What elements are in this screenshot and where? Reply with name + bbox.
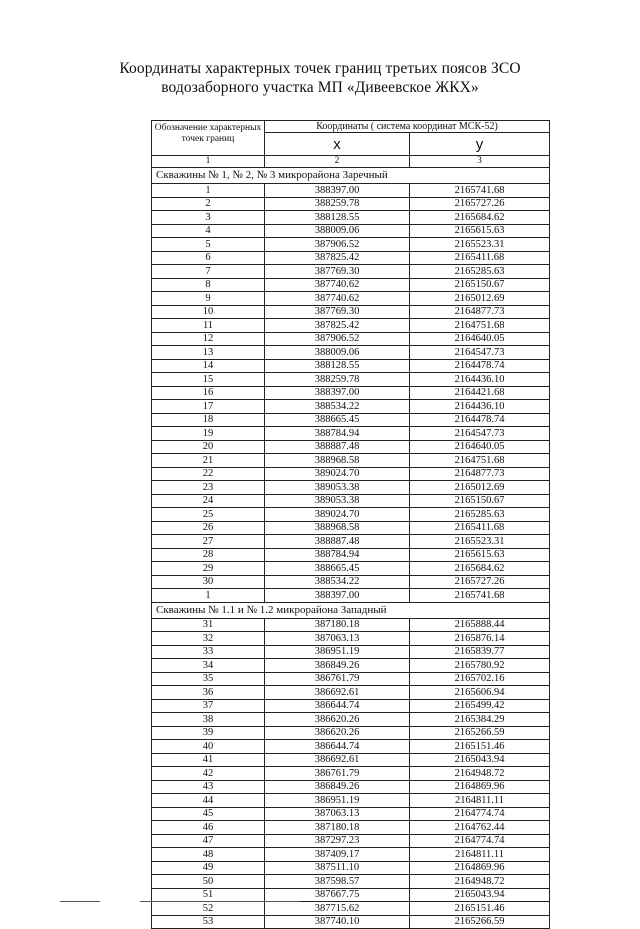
x-coordinate-cell: 386644.74 (265, 740, 410, 754)
table-row (152, 521, 550, 535)
table-row (152, 251, 550, 265)
x-coordinate-cell: 386951.19 (265, 645, 410, 659)
table-row (152, 618, 550, 632)
x-coordinate-cell: 389053.38 (265, 494, 410, 508)
table-row (152, 875, 550, 889)
y-coordinate-cell: 2164640.05 (410, 440, 550, 454)
table-row (152, 224, 550, 238)
point-number-cell: 51 (152, 888, 265, 902)
point-number-cell: 42 (152, 767, 265, 781)
y-coordinate-cell: 2164877.73 (410, 305, 550, 319)
coordinates-table (151, 120, 550, 929)
point-number-cell: 14 (152, 359, 265, 373)
point-number-cell: 16 (152, 386, 265, 400)
y-coordinate-cell: 2164948.72 (410, 767, 550, 781)
x-coordinate-cell: 387740.62 (265, 292, 410, 306)
point-number-cell: 52 (152, 902, 265, 916)
x-coordinate-cell: 387769.30 (265, 265, 410, 279)
y-coordinate-cell: 2164762.44 (410, 821, 550, 835)
table-row (152, 535, 550, 549)
point-number-cell: 24 (152, 494, 265, 508)
x-coordinate-cell: 387180.18 (265, 618, 410, 632)
table-row (152, 821, 550, 835)
x-coordinate-cell: 387667.75 (265, 888, 410, 902)
x-coordinate-cell: 388887.48 (265, 440, 410, 454)
point-number-cell: 50 (152, 875, 265, 889)
point-number-cell: 7 (152, 265, 265, 279)
point-number-cell: 38 (152, 713, 265, 727)
table-row (152, 740, 550, 754)
x-coordinate-cell: 387063.13 (265, 632, 410, 646)
x-coordinate-cell: 386620.26 (265, 713, 410, 727)
point-number-cell: 1 (152, 184, 265, 198)
point-number-cell: 27 (152, 535, 265, 549)
x-coordinate-cell: 386761.79 (265, 767, 410, 781)
x-coordinate-cell: 388397.00 (265, 184, 410, 198)
table-row (152, 278, 550, 292)
y-coordinate-cell: 2164948.72 (410, 875, 550, 889)
table-row (152, 589, 550, 603)
x-coordinate-cell: 388665.45 (265, 562, 410, 576)
table-row (152, 686, 550, 700)
section-title: Скважины № 1, № 2, № 3 микрорайона Заречный (152, 168, 550, 184)
x-coordinate-cell: 388784.94 (265, 427, 410, 441)
table-row (152, 494, 550, 508)
title-line-2: водозаборного участка МП «Дивеевское ЖКХ» (161, 79, 479, 96)
x-coordinate-cell: 387740.10 (265, 915, 410, 929)
table-row (152, 319, 550, 333)
point-number-cell: 6 (152, 251, 265, 265)
table-row (152, 265, 550, 279)
footer-rule-right (140, 901, 300, 902)
point-number-cell: 36 (152, 686, 265, 700)
header-y: y (410, 133, 550, 156)
point-number-cell: 1 (152, 589, 265, 603)
point-number-cell: 40 (152, 740, 265, 754)
x-coordinate-cell: 387598.57 (265, 875, 410, 889)
header-x: x (265, 133, 410, 156)
point-number-cell: 8 (152, 278, 265, 292)
footer-rule-left (60, 901, 100, 902)
table-row (152, 508, 550, 522)
table-row (152, 332, 550, 346)
point-number-cell: 4 (152, 224, 265, 238)
x-coordinate-cell: 386692.61 (265, 753, 410, 767)
table-row (152, 238, 550, 252)
table-row (152, 562, 550, 576)
table-row (152, 780, 550, 794)
point-number-cell: 47 (152, 834, 265, 848)
table-row (152, 713, 550, 727)
table-row (152, 211, 550, 225)
y-coordinate-cell: 2165523.31 (410, 238, 550, 252)
table-row (152, 292, 550, 306)
table-row (152, 915, 550, 929)
table-row (152, 373, 550, 387)
point-number-cell: 10 (152, 305, 265, 319)
table-row (152, 400, 550, 414)
x-coordinate-cell: 387297.23 (265, 834, 410, 848)
table-row (152, 548, 550, 562)
x-coordinate-cell: 386849.26 (265, 659, 410, 673)
y-coordinate-cell: 2165684.62 (410, 562, 550, 576)
y-coordinate-cell: 2165727.26 (410, 197, 550, 211)
section-title: Скважины № 1.1 и № 1.2 микрорайона Западный (152, 602, 550, 618)
table-row (152, 184, 550, 198)
y-coordinate-cell: 2164877.73 (410, 467, 550, 481)
table-row (152, 726, 550, 740)
point-number-cell: 31 (152, 618, 265, 632)
x-coordinate-cell: 388128.55 (265, 211, 410, 225)
section-header-row (152, 168, 550, 184)
table-row (152, 807, 550, 821)
point-number-cell: 17 (152, 400, 265, 414)
header-row-1 (152, 121, 550, 133)
point-number-cell: 28 (152, 548, 265, 562)
point-number-cell: 18 (152, 413, 265, 427)
y-coordinate-cell: 2165523.31 (410, 535, 550, 549)
y-coordinate-cell: 2165266.59 (410, 915, 550, 929)
table-row (152, 902, 550, 916)
table-row (152, 848, 550, 862)
x-coordinate-cell: 388665.45 (265, 413, 410, 427)
x-coordinate-cell: 388397.00 (265, 589, 410, 603)
point-number-cell: 29 (152, 562, 265, 576)
table-row (152, 440, 550, 454)
x-coordinate-cell: 387180.18 (265, 821, 410, 835)
x-coordinate-cell: 388259.78 (265, 373, 410, 387)
point-number-cell: 22 (152, 467, 265, 481)
x-coordinate-cell: 386849.26 (265, 780, 410, 794)
y-coordinate-cell: 2165384.29 (410, 713, 550, 727)
x-coordinate-cell: 386692.61 (265, 686, 410, 700)
table-row (152, 767, 550, 781)
point-number-cell: 25 (152, 508, 265, 522)
x-coordinate-cell: 388397.00 (265, 386, 410, 400)
x-coordinate-cell: 389024.70 (265, 508, 410, 522)
x-coordinate-cell: 386951.19 (265, 794, 410, 808)
table-row (152, 672, 550, 686)
point-number-cell: 37 (152, 699, 265, 713)
point-number-cell: 20 (152, 440, 265, 454)
y-coordinate-cell: 2164869.96 (410, 780, 550, 794)
y-coordinate-cell: 2165876.14 (410, 632, 550, 646)
y-coordinate-cell: 2165727.26 (410, 575, 550, 589)
table-row (152, 413, 550, 427)
x-coordinate-cell: 386761.79 (265, 672, 410, 686)
header-col-1: 1 (152, 156, 265, 168)
point-number-cell: 32 (152, 632, 265, 646)
table-row (152, 386, 550, 400)
y-coordinate-cell: 2165606.94 (410, 686, 550, 700)
header-coordinates: Координаты ( система координат МСК-52) (265, 121, 550, 133)
x-coordinate-cell: 387825.42 (265, 251, 410, 265)
table-row (152, 481, 550, 495)
y-coordinate-cell: 2165702.16 (410, 672, 550, 686)
table-row (152, 888, 550, 902)
y-coordinate-cell: 2165285.63 (410, 508, 550, 522)
header-col-2: 2 (265, 156, 410, 168)
point-number-cell: 26 (152, 521, 265, 535)
x-coordinate-cell: 388968.58 (265, 521, 410, 535)
x-coordinate-cell: 387740.62 (265, 278, 410, 292)
section-header-row (152, 602, 550, 618)
point-number-cell: 41 (152, 753, 265, 767)
table-row (152, 427, 550, 441)
y-coordinate-cell: 2164478.74 (410, 413, 550, 427)
y-coordinate-cell: 2165411.68 (410, 251, 550, 265)
x-coordinate-cell: 388887.48 (265, 535, 410, 549)
header-col-3: 3 (410, 156, 550, 168)
y-coordinate-cell: 2164774.74 (410, 807, 550, 821)
y-coordinate-cell: 2165266.59 (410, 726, 550, 740)
x-coordinate-cell: 388968.58 (265, 454, 410, 468)
x-coordinate-cell: 388009.06 (265, 224, 410, 238)
table-row (152, 632, 550, 646)
point-number-cell: 44 (152, 794, 265, 808)
y-coordinate-cell: 2165012.69 (410, 292, 550, 306)
table-row (152, 794, 550, 808)
point-number-cell: 21 (152, 454, 265, 468)
x-coordinate-cell: 387715.62 (265, 902, 410, 916)
y-coordinate-cell: 2164547.73 (410, 427, 550, 441)
point-number-cell: 5 (152, 238, 265, 252)
y-coordinate-cell: 2165499.42 (410, 699, 550, 713)
table-row (152, 197, 550, 211)
y-coordinate-cell: 2164436.10 (410, 373, 550, 387)
table-row (152, 753, 550, 767)
y-coordinate-cell: 2165012.69 (410, 481, 550, 495)
y-coordinate-cell: 2164811.11 (410, 794, 550, 808)
table-row (152, 305, 550, 319)
point-number-cell: 33 (152, 645, 265, 659)
y-coordinate-cell: 2165684.62 (410, 211, 550, 225)
y-coordinate-cell: 2165839.77 (410, 645, 550, 659)
point-number-cell: 35 (152, 672, 265, 686)
point-number-cell: 3 (152, 211, 265, 225)
point-number-cell: 46 (152, 821, 265, 835)
y-coordinate-cell: 2165150.67 (410, 278, 550, 292)
x-coordinate-cell: 387769.30 (265, 305, 410, 319)
table-row (152, 645, 550, 659)
table-row (152, 699, 550, 713)
point-number-cell: 9 (152, 292, 265, 306)
y-coordinate-cell: 2164640.05 (410, 332, 550, 346)
header-row-numbers (152, 156, 550, 168)
table-row (152, 454, 550, 468)
y-coordinate-cell: 2165780.92 (410, 659, 550, 673)
x-coordinate-cell: 388534.22 (265, 575, 410, 589)
y-coordinate-cell: 2164811.11 (410, 848, 550, 862)
y-coordinate-cell: 2165411.68 (410, 521, 550, 535)
x-coordinate-cell: 387409.17 (265, 848, 410, 862)
x-coordinate-cell: 386620.26 (265, 726, 410, 740)
table-row (152, 359, 550, 373)
y-coordinate-cell: 2165615.63 (410, 548, 550, 562)
point-number-cell: 34 (152, 659, 265, 673)
x-coordinate-cell: 387906.52 (265, 332, 410, 346)
table-row (152, 467, 550, 481)
x-coordinate-cell: 389053.38 (265, 481, 410, 495)
table-row (152, 575, 550, 589)
point-number-cell: 23 (152, 481, 265, 495)
point-number-cell: 13 (152, 346, 265, 360)
header-point-name: Обозначение характерных точек границ (152, 121, 265, 156)
point-number-cell: 39 (152, 726, 265, 740)
document-title (0, 59, 640, 97)
x-coordinate-cell: 388009.06 (265, 346, 410, 360)
point-number-cell: 2 (152, 197, 265, 211)
y-coordinate-cell: 2165043.94 (410, 888, 550, 902)
point-number-cell: 43 (152, 780, 265, 794)
y-coordinate-cell: 2165150.67 (410, 494, 550, 508)
y-coordinate-cell: 2164751.68 (410, 454, 550, 468)
point-number-cell: 19 (152, 427, 265, 441)
x-coordinate-cell: 388259.78 (265, 197, 410, 211)
y-coordinate-cell: 2165741.68 (410, 184, 550, 198)
title-line-1: Координаты характерных точек границ третьих поясов ЗСО (119, 60, 521, 77)
y-coordinate-cell: 2165151.46 (410, 740, 550, 754)
point-number-cell: 53 (152, 915, 265, 929)
y-coordinate-cell: 2164751.68 (410, 319, 550, 333)
y-coordinate-cell: 2165888.44 (410, 618, 550, 632)
x-coordinate-cell: 386644.74 (265, 699, 410, 713)
y-coordinate-cell: 2165741.68 (410, 589, 550, 603)
point-number-cell: 11 (152, 319, 265, 333)
point-number-cell: 30 (152, 575, 265, 589)
point-number-cell: 49 (152, 861, 265, 875)
point-number-cell: 15 (152, 373, 265, 387)
y-coordinate-cell: 2165615.63 (410, 224, 550, 238)
point-number-cell: 45 (152, 807, 265, 821)
x-coordinate-cell: 387511.10 (265, 861, 410, 875)
y-coordinate-cell: 2164436.10 (410, 400, 550, 414)
x-coordinate-cell: 387063.13 (265, 807, 410, 821)
x-coordinate-cell: 388534.22 (265, 400, 410, 414)
y-coordinate-cell: 2165043.94 (410, 753, 550, 767)
table-row (152, 861, 550, 875)
y-coordinate-cell: 2164774.74 (410, 834, 550, 848)
table-row (152, 834, 550, 848)
x-coordinate-cell: 388784.94 (265, 548, 410, 562)
point-number-cell: 48 (152, 848, 265, 862)
y-coordinate-cell: 2164421.68 (410, 386, 550, 400)
x-coordinate-cell: 388128.55 (265, 359, 410, 373)
x-coordinate-cell: 387825.42 (265, 319, 410, 333)
y-coordinate-cell: 2164478.74 (410, 359, 550, 373)
y-coordinate-cell: 2164869.96 (410, 861, 550, 875)
y-coordinate-cell: 2164547.73 (410, 346, 550, 360)
table-row (152, 346, 550, 360)
table-row (152, 659, 550, 673)
x-coordinate-cell: 389024.70 (265, 467, 410, 481)
point-number-cell: 12 (152, 332, 265, 346)
y-coordinate-cell: 2165151.46 (410, 902, 550, 916)
x-coordinate-cell: 387906.52 (265, 238, 410, 252)
y-coordinate-cell: 2165285.63 (410, 265, 550, 279)
